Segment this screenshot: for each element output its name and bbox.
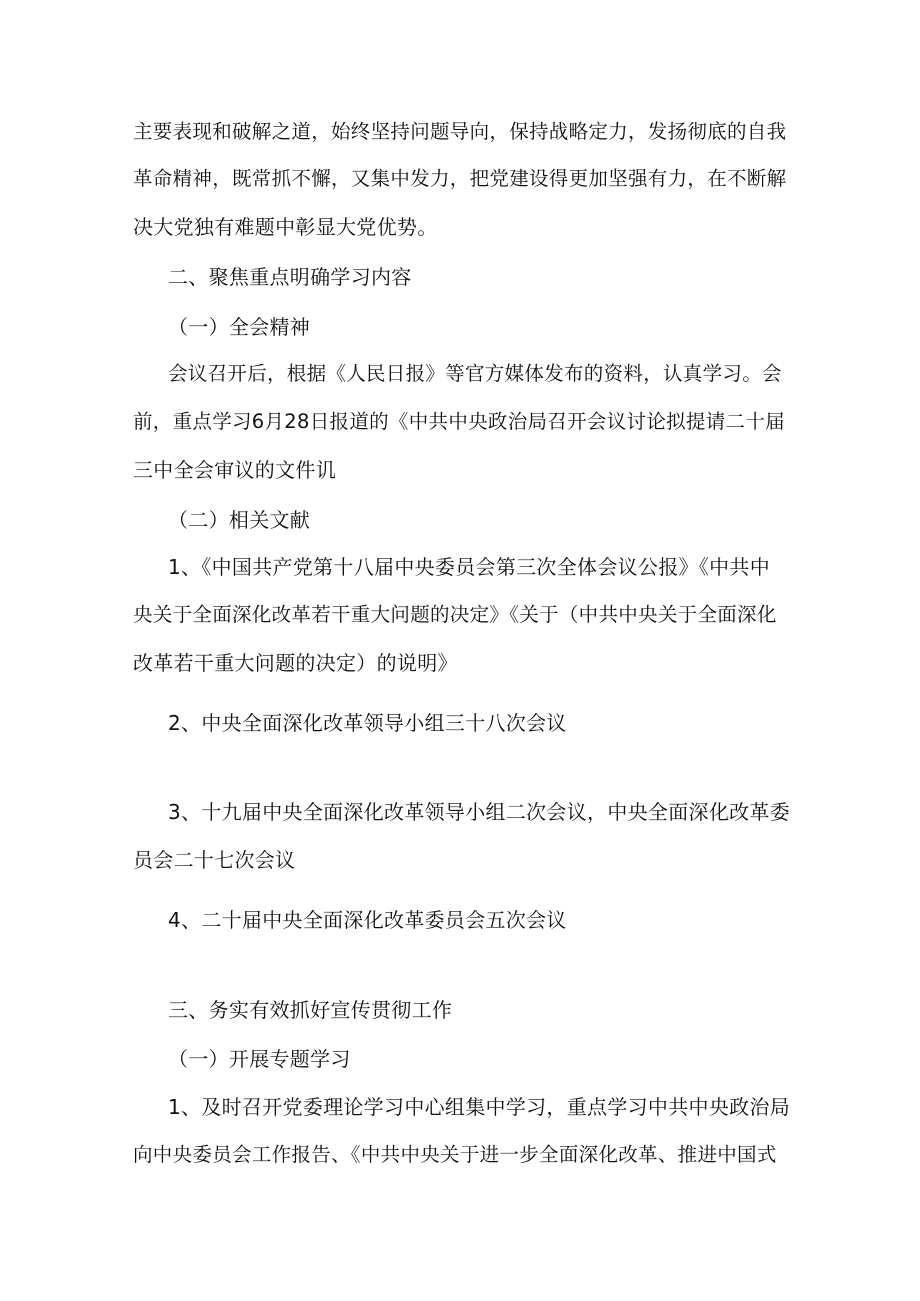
paragraph-line: 会议召开后，根据《人民日报》等官方媒体发布的资料，认真学习。会 (168, 362, 782, 385)
paragraph-line: 三中全会审议的文件讥 (133, 458, 336, 482)
paragraph-line: 主要表现和破解之道，始终坚持问题导向，保持战略定力，发扬彻底的自我 (133, 120, 787, 143)
paragraph-line: 央关于全面深化改革若干重大问题的决定》《关于（中共中央关于全面深化 (133, 603, 777, 626)
paragraph-line: 改革若干重大问题的决定）的说明》 (133, 651, 458, 675)
paragraph-line: 向中央委员会工作报告、《中共中央关于进一步全面深化改革、推进中国式 (133, 1143, 777, 1166)
paragraph-line: 前，重点学习6月28日报道的《中共中央政治局召开会议讨论拟提请二十届 (133, 410, 785, 433)
paragraph-line: 员会二十七次会议 (133, 848, 296, 872)
paragraph-line: 决大党独有难题中彰显大党优势。 (133, 215, 438, 239)
list-item: 1、《中国共产党第十八届中央委员会第三次全体会议公报》《中共中 (168, 555, 771, 579)
subsection-heading: （二）相关文献 (168, 508, 311, 532)
list-item: 2、中央全面深化改革领导小组三十八次会议 (168, 711, 567, 735)
list-item: 4、二十届中央全面深化改革委员会五次会议 (168, 908, 567, 932)
subsection-heading: （一）全会精神 (168, 315, 311, 339)
section-heading: 三、务实有效抓好宣传贯彻工作 (168, 998, 453, 1022)
list-item: 1、及时召开党委理论学习中心组集中学习，重点学习中共中央政治局 (168, 1095, 791, 1119)
list-item: 3、十九届中央全面深化改革领导小组二次会议，中央全面深化改革委 (168, 800, 791, 824)
subsection-heading: （一）开展专题学习 (168, 1047, 351, 1071)
section-heading: 二、聚焦重点明确学习内容 (168, 265, 412, 289)
paragraph-line: 革命精神，既常抓不懈，又集中发力，把党建设得更加坚强有力，在不断解 (133, 167, 787, 190)
